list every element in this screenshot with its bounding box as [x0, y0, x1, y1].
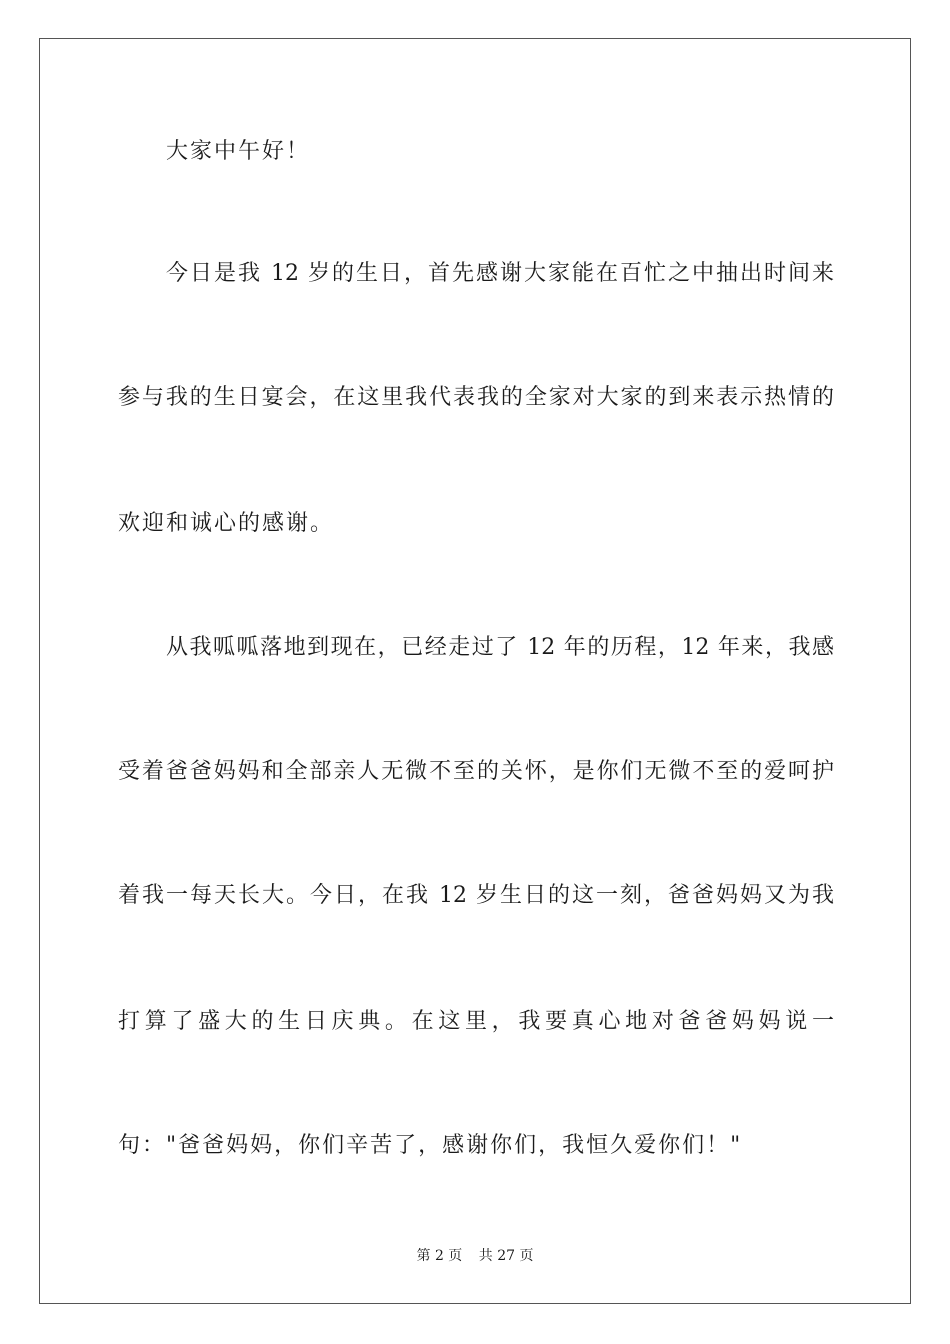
paragraph-line: 参与我的生日宴会，在这里我代表我的全家对大家的到来表示热情的: [118, 385, 834, 410]
page-number: 第 2 页: [416, 1248, 463, 1264]
paragraph-line: 从我呱呱落地到现在，已经走过了 12 年的历程，12 年来，我感: [166, 635, 834, 660]
greeting-line: 大家中午好！: [166, 139, 311, 164]
paragraph-line: 着我一每天长大。今日，在我 12 岁生日的这一刻，爸爸妈妈又为我: [118, 883, 834, 908]
page-total: 共 27 页: [478, 1248, 534, 1264]
paragraph-line: 句："爸爸妈妈，你们辛苦了，感谢你们，我恒久爱你们！": [118, 1133, 743, 1158]
paragraph-line: 欢迎和诚心的感谢。: [118, 511, 335, 536]
page-frame: [39, 38, 911, 1304]
paragraph-line: 今日是我 12 岁的生日，首先感谢大家能在百忙之中抽出时间来: [166, 261, 834, 286]
paragraph-line: 受着爸爸妈妈和全部亲人无微不至的关怀，是你们无微不至的爱呵护: [118, 759, 834, 784]
paragraph-line: 打算了盛大的生日庆典。在这里，我要真心地对爸爸妈妈说一: [118, 1009, 834, 1034]
page-footer: [0, 1246, 950, 1266]
